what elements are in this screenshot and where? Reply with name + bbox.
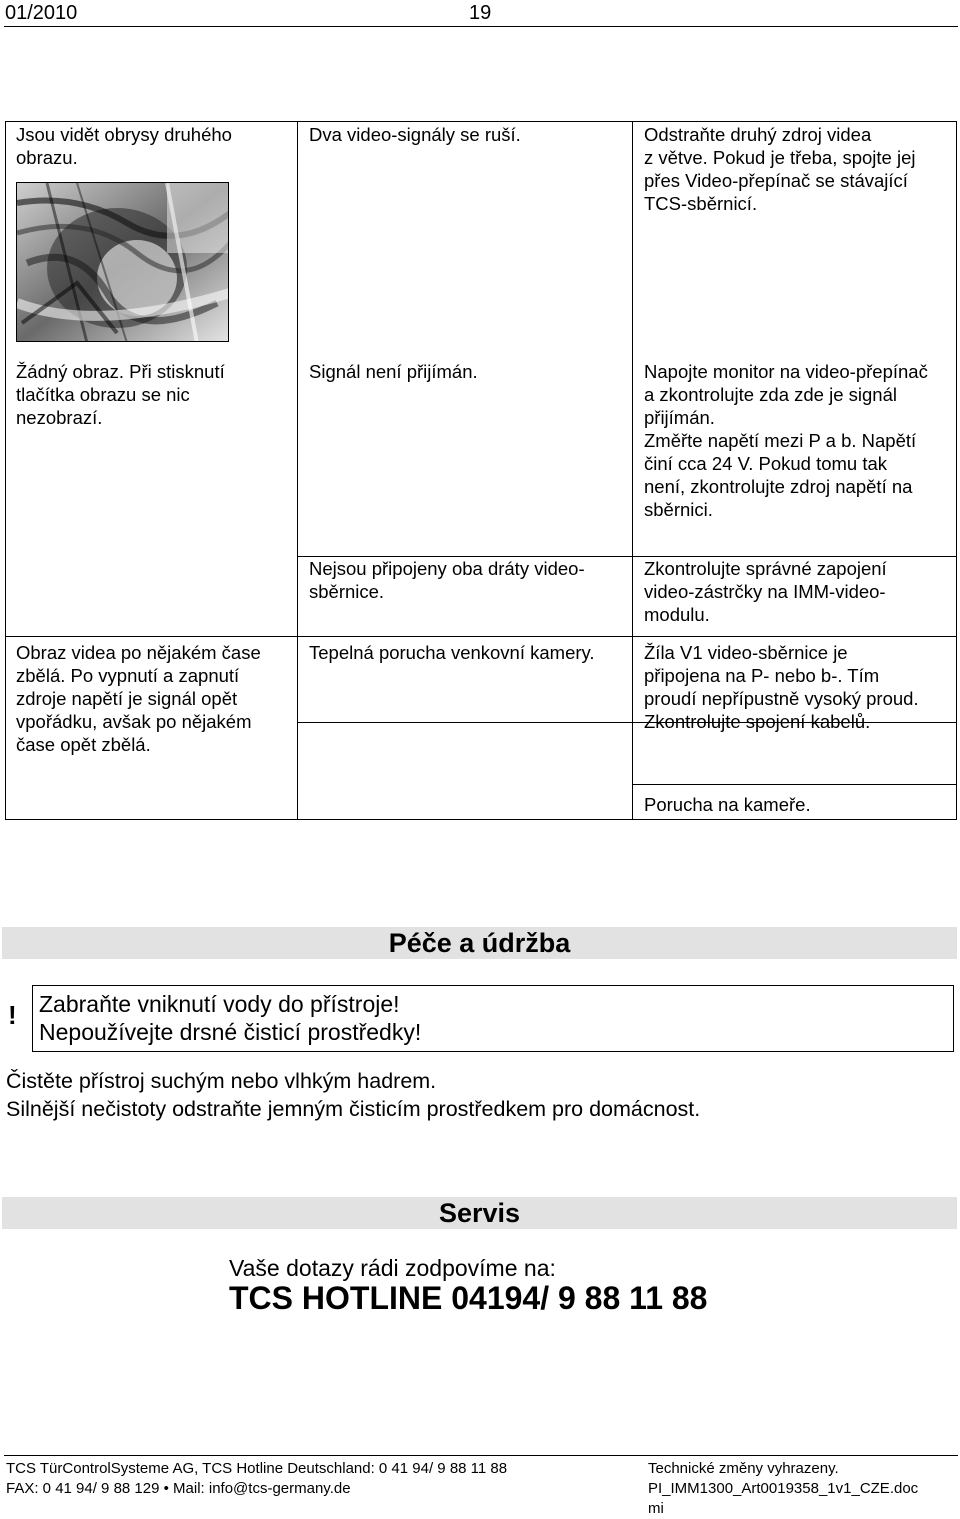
table-row-divider [6,636,956,637]
warning-text: Zabraňte vniknutí vody do přístroje! Nepoužívejte drsné čisticí prostředky! [39,991,422,1045]
footer-document-info: Technické změny vyhrazeny. PI_IMM1300_Art0019358_1v1_CZE.doc mi [648,1460,919,1517]
table-cell-problem: Žádný obraz. Při stisknutí tlačítka obrazu se nic nezobrazí. [16,361,225,428]
service-hotline: TCS HOTLINE 04194/ 9 88 11 88 [229,1280,708,1316]
table-cell-cause: Nejsou připojeny oba dráty video- sběrnice. [309,558,585,602]
header-divider [4,26,958,27]
page-number: 19 [469,2,492,24]
service-section-title: Servis [438,1198,521,1228]
care-instructions: Čistěte přístroj suchým nebo vlhkým hadrem. Silnější nečistoty odstraňte jemným čisticím prostředkem pro domácnost. [6,1069,701,1121]
table-column-divider [632,122,633,819]
warning-icon: ! [8,1000,17,1030]
table-cell-remedy: Napojte monitor na video-přepínač a zkontrolujte zda zde je signál přijímán. Změřte napětí mezi P a b. Napětí činí cca 24 V. Pokud tomu tak není, zkontrolujte zdroj napětí na sběrnici. [644,361,928,520]
footer-divider [4,1455,958,1456]
interference-picture [17,183,229,342]
table-cell-problem: Obraz videa po nějakém čase zbělá. Po vypnutí a zapnutí zdroje napětí je signál opět vpořádku, avšak po nějakém čase opět zbělá. [16,642,261,755]
table-cell-remedy: Odstraňte druhý zdroj videa z větve. Pokud je třeba, spojte jej přes Video-přepínač se stávající TCS-sběrnicí. [644,124,916,214]
table-cell-cause: Tepelná porucha venkovní kamery. [309,642,595,663]
table-cell-remedy: Žíla V1 video-sběrnice je připojena na P- nebo b-. Tím proudí nepřípustně vysoký proud. Zkontrolujte spojení kabelů. [644,642,919,732]
table-cell-cause: Signál není přijímán. [309,361,478,382]
service-intro: Vaše dotazy rádi zodpovíme na: [229,1255,556,1281]
care-section-title: Péče a údržba [388,928,571,958]
document-date: 01/2010 [5,2,78,24]
table-cell-cause: Dva video-signály se ruší. [309,124,521,145]
table-cell-problem: Jsou vidět obrysy druhého obrazu. [16,124,232,168]
video-interference-image [16,182,229,342]
table-cell-remedy: Zkontrolujte správné zapojení video-zástrčky na IMM-video- modulu. [644,558,887,625]
care-section-band [2,927,957,959]
table-row-divider [632,784,956,785]
footer-company-info: TCS TürControlSysteme AG, TCS Hotline Deutschland: 0 41 94/ 9 88 11 88 FAX: 0 41 94/ 9 88 129 • Mail: info@tcs-germany.de [6,1460,508,1497]
table-cell-remedy: Porucha na kameře. [644,794,811,815]
table-column-divider [297,122,298,819]
service-section-band [2,1197,957,1229]
